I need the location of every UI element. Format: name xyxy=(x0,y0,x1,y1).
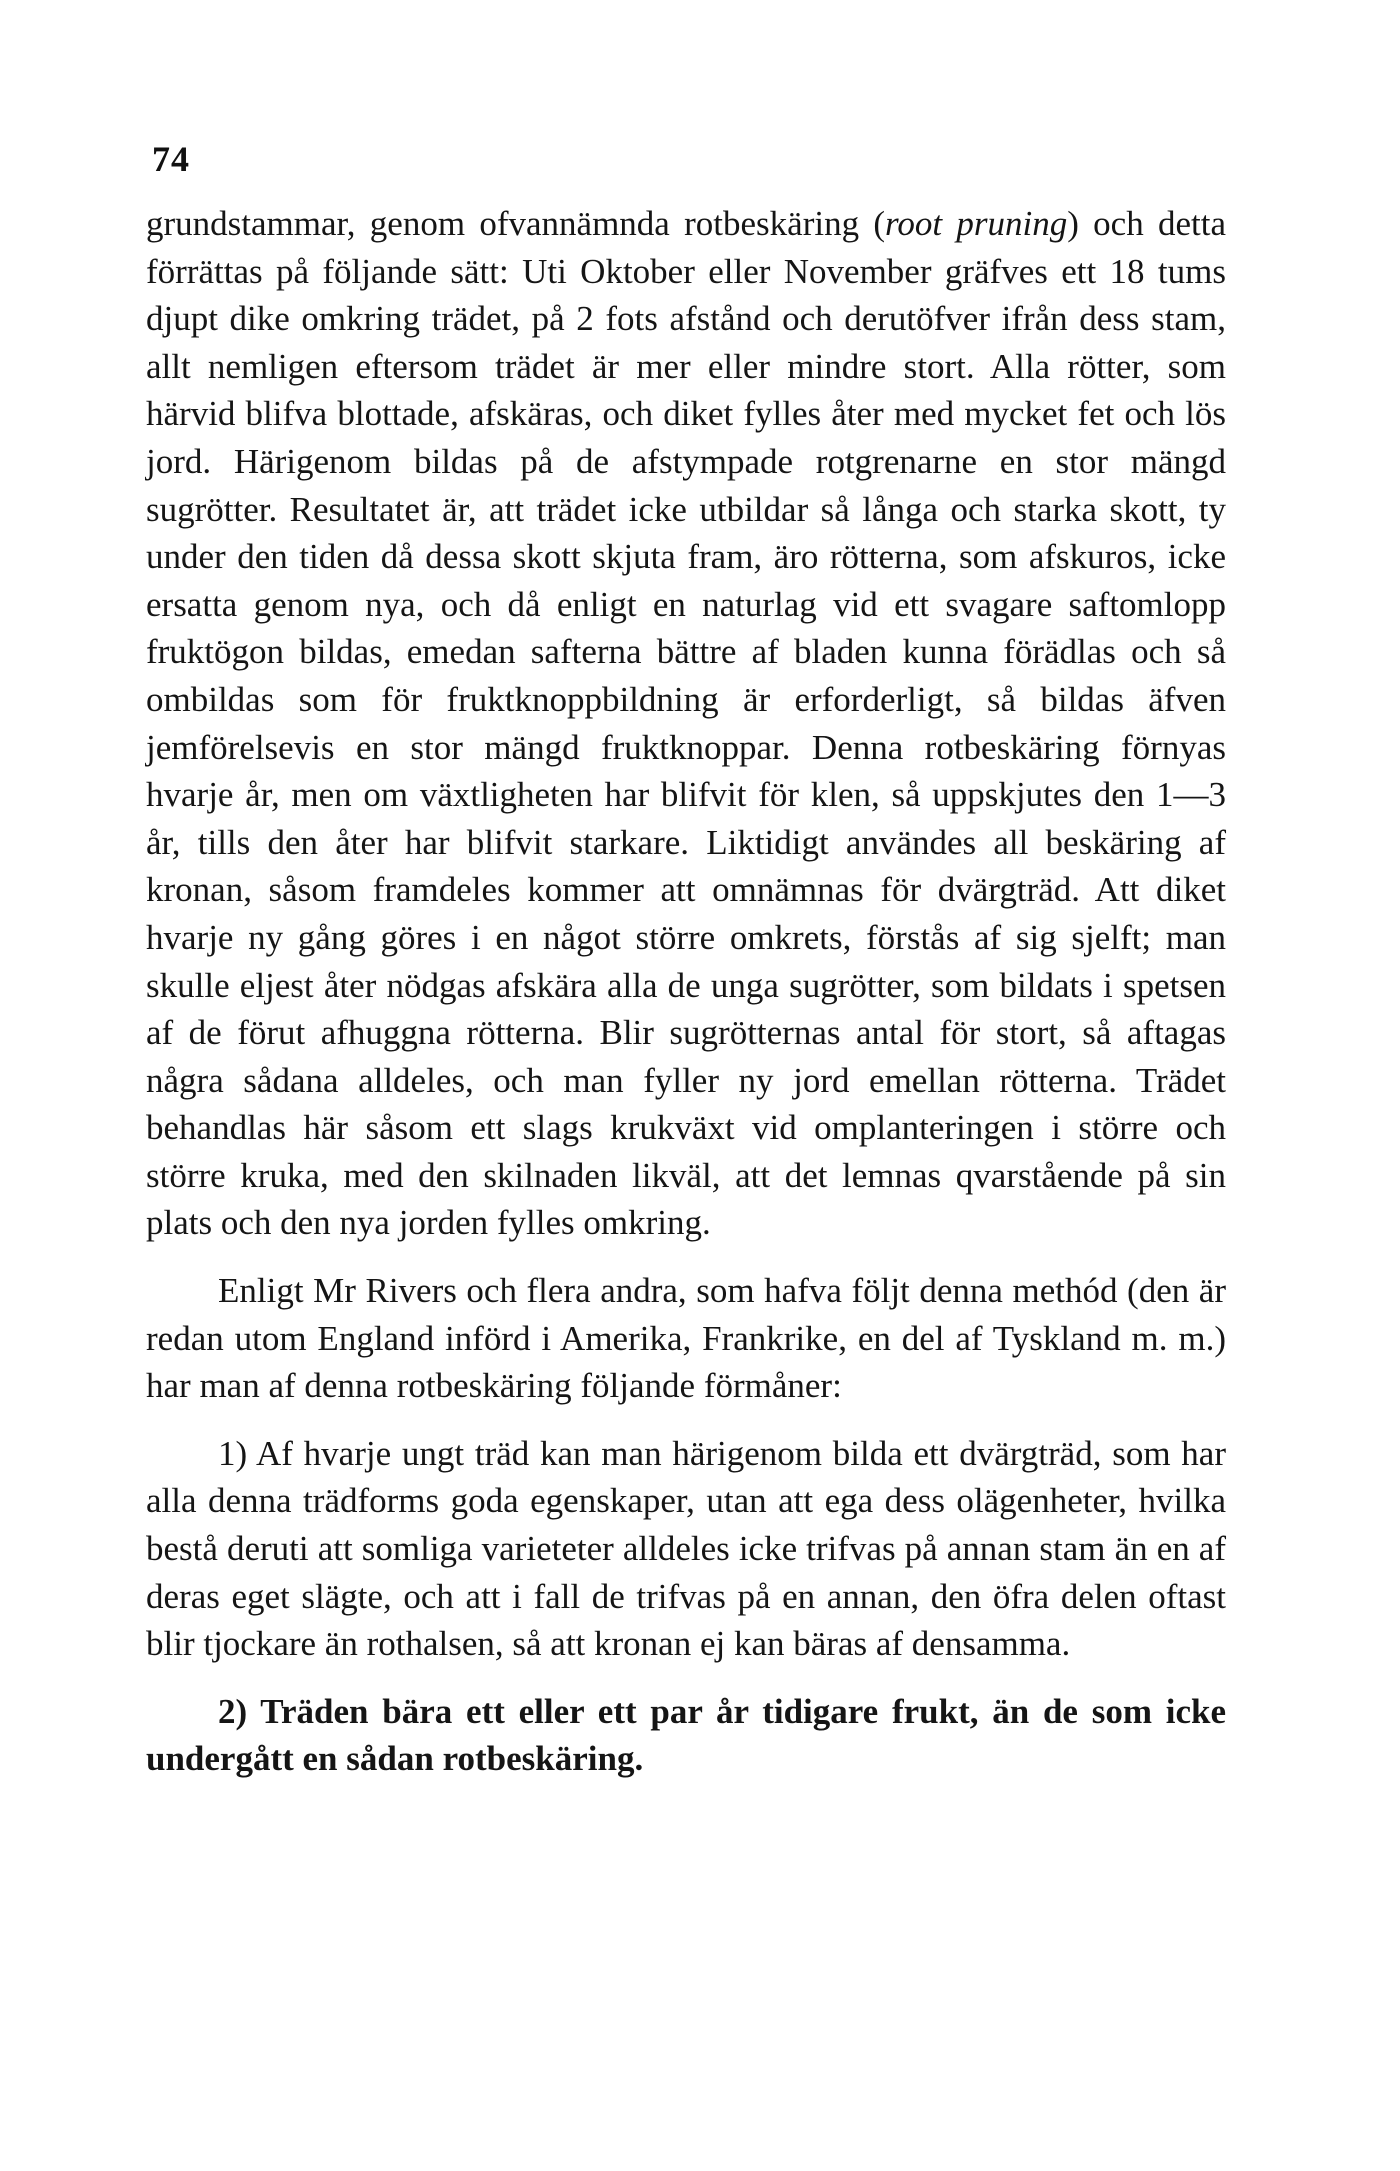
paragraph xyxy=(146,200,1226,1247)
text-run: 1) Af hvarje ungt träd kan man härigenom bilda ett dvärgträd, som har alla denna trädforms goda egenskaper, utan att ega dess olägenheter, hvilka bestå deruti att somliga varieteter alldeles icke trifvas på annan stam än en af deras eget slägte, och att i fall de trifvas på en annan, den öfra delen oftast blir tjockare än rothalsen, så att kronan ej kan bäras af densamma. xyxy=(146,1433,1226,1664)
body-text xyxy=(146,200,1226,1783)
text-run: grundstammar, genom ofvannämnda rotbeskäring ( xyxy=(146,204,886,243)
text-run: ) och detta förrättas på följande sätt: Uti Oktober eller November gräfves ett 18 tums djupt dike omkring trädet, på 2 fots afstånd och derutöfver ifrån dess stam, allt nemligen eftersom trädet är mer eller mindre stort. Alla rötter, som härvid blifva blottade, afskäras, och diket fylles åter med mycket fet och lös jord. Härigenom bildas på de afstympade rotgrenarne en stor mängd sugrötter. Resultatet är, att trädet icke utbildar så långa och starka skott, ty under den tiden då dessa skott skjuta fram, äro rötterna, som afskuros, icke ersatta genom nya, och då enligt en naturlag vid ett svagare saftomlopp fruktögon bildas, emedan safterna bättre af bladen kunna förädlas och så ombildas som för fruktknoppbildning är erforderligt, så bildas äfven jemförelsevis en stor mängd fruktknoppar. Denna rotbeskäring förnyas hvarje år, men om växtligheten har blifvit för klen, så uppskjutes den 1—3 år, tills den åter har blifvit starkare. Liktidigt användes all beskäring af kronan, såsom framdeles kommer att omnämnas för dvärgträd. Att diket hvarje ny gång göres i en något större omkrets, förstås af sig sjelft; man skulle eljest åter nödgas afskära alla de unga sugrötter, som bildats i spetsen af de förut afhuggna rötterna. Blir sugrötternas antal för stort, så aftagas några sådana alldeles, och man fyller ny jord emellan rötterna. Trädet behandlas här såsom ett slags krukväxt vid omplanteringen i större och större kruka, med den skilnaden likväl, att det lemnas qvarstående på sin plats och den nya jorden fylles omkring. xyxy=(146,204,1227,1243)
paragraph-text xyxy=(146,1430,1226,1668)
paragraph xyxy=(146,1267,1226,1410)
paragraph-text xyxy=(146,1267,1226,1410)
italic-term: root pruning xyxy=(885,204,1068,243)
page-number: 74 xyxy=(152,139,190,179)
text-run: 2) Träden bära ett eller ett par år tidigare frukt, än de som icke undergått en sådan rotbeskäring. xyxy=(146,1691,1226,1779)
paragraph xyxy=(146,1430,1226,1668)
text-run: Enligt Mr Rivers och flera andra, som hafva följt denna methód (den är redan utom England införd i Amerika, Frankrike, en del af Tyskland m. m.) har man af denna rotbeskäring följande förmåner: xyxy=(146,1271,1226,1406)
paragraph-text xyxy=(146,200,1226,1247)
paragraph-text xyxy=(146,1688,1226,1783)
paragraph xyxy=(146,1688,1226,1783)
